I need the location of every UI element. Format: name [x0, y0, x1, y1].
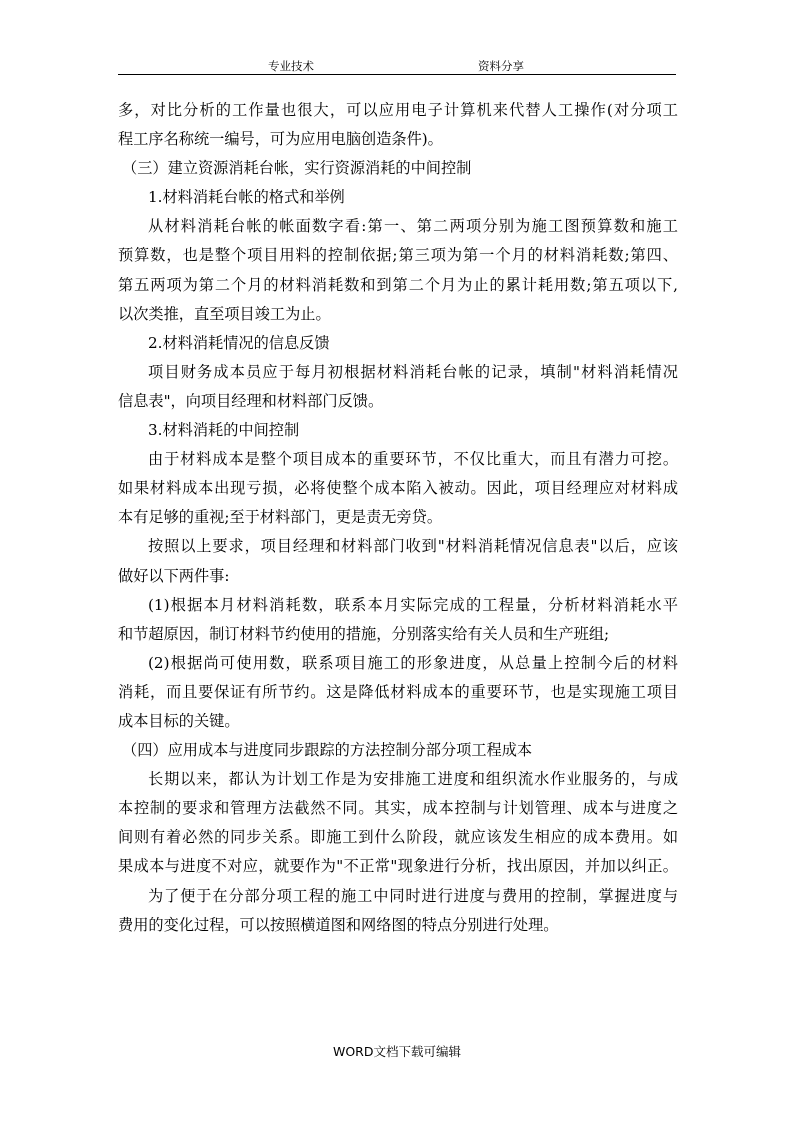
section-heading: （四）应用成本与进度同步跟踪的方法控制分部分项工程成本	[122, 741, 533, 760]
document-body	[118, 96, 678, 940]
header-left-label: 专业技术	[268, 59, 314, 73]
text-line: 为了便于在分部分项工程的施工中同时进行进度与费用的控制，掌握进度与	[148, 886, 678, 905]
text-line: 做好以下两件事:	[118, 566, 230, 585]
text-line: 如果材料成本出现亏损，必将使整个成本陷入被动。因此，项目经理应对材料成	[118, 479, 678, 498]
section-heading: （三）建立资源消耗台帐，实行资源消耗的中间控制	[122, 159, 472, 178]
subsection-heading: 1.材料消耗台帐的格式和举例	[148, 188, 345, 207]
list-item: (2)根据尚可使用数，联系项目施工的形象进度，从总量上控制今后的材料	[148, 653, 678, 672]
text-line: 以次类推，直至项目竣工为止。	[118, 304, 331, 323]
page-header	[118, 55, 676, 75]
text-line: 果成本与进度不对应，就要作为"不正常"现象进行分析，找出原因，并加以纠正。	[118, 857, 678, 876]
text-line: 成本目标的关键。	[118, 711, 240, 730]
text-line: 本控制的要求和管理方法截然不同。其实，成本控制与计划管理、成本与进度之	[118, 799, 678, 818]
list-item: (1)根据本月材料消耗数，联系本月实际完成的工程量，分析材料消耗水平	[148, 595, 678, 614]
text-line: 费用的变化过程，可以按照横道图和网络图的特点分别进行处理。	[118, 915, 559, 934]
text-line: 多，对比分析的工作量也很大，可以应用电子计算机来代替人工操作(对分项工	[118, 101, 678, 119]
page-footer: WORD文档下载可编辑	[332, 1044, 461, 1059]
text-line: 由于材料成本是整个项目成本的重要环节，不仅比重大，而且有潜力可挖。	[148, 450, 678, 469]
text-line: 间则有着必然的同步关系。即施工到什么阶段，就应该发生相应的成本费用。如	[118, 828, 678, 847]
text-line: 消耗，而且要保证有所节约。这是降低材料成本的重要环节，也是实现施工项目	[118, 682, 678, 701]
header-right-label: 资料分享	[478, 59, 524, 73]
text-line: 本有足够的重视;至于材料部门，更是责无旁贷。	[118, 508, 443, 527]
text-line: 项目财务成本员应于每月初根据材料消耗台帐的记录，填制"材料消耗情况	[148, 362, 678, 381]
text-line: 长期以来，都认为计划工作是为安排施工进度和组织流水作业服务的，与成	[148, 770, 678, 789]
text-line: 第五两项为第二个月的材料消耗数和到第二个月为止的累计耗用数;第五项以下,	[118, 275, 678, 294]
text-line: 按照以上要求，项目经理和材料部门收到"材料消耗情况信息表"以后，应该	[148, 537, 678, 556]
subsection-heading: 2.材料消耗情况的信息反馈	[148, 333, 330, 352]
subsection-heading: 3.材料消耗的中间控制	[148, 421, 300, 440]
text-line: 预算数，也是整个项目用料的控制依据;第三项为第一个月的材料消耗数;第四、	[118, 246, 678, 265]
text-line: 信息表"，向项目经理和材料部门反馈。	[118, 391, 384, 410]
text-line: 从材料消耗台帐的帐面数字看:第一、第二两项分别为施工图预算数和施工	[148, 217, 678, 236]
text-line: 和节超原因，制订材料节约使用的措施，分别落实给有关人员和生产班组;	[118, 624, 610, 643]
header-divider	[118, 74, 676, 75]
text-line: 程工序名称统一编号，可为应用电脑创造条件)。	[118, 130, 443, 149]
